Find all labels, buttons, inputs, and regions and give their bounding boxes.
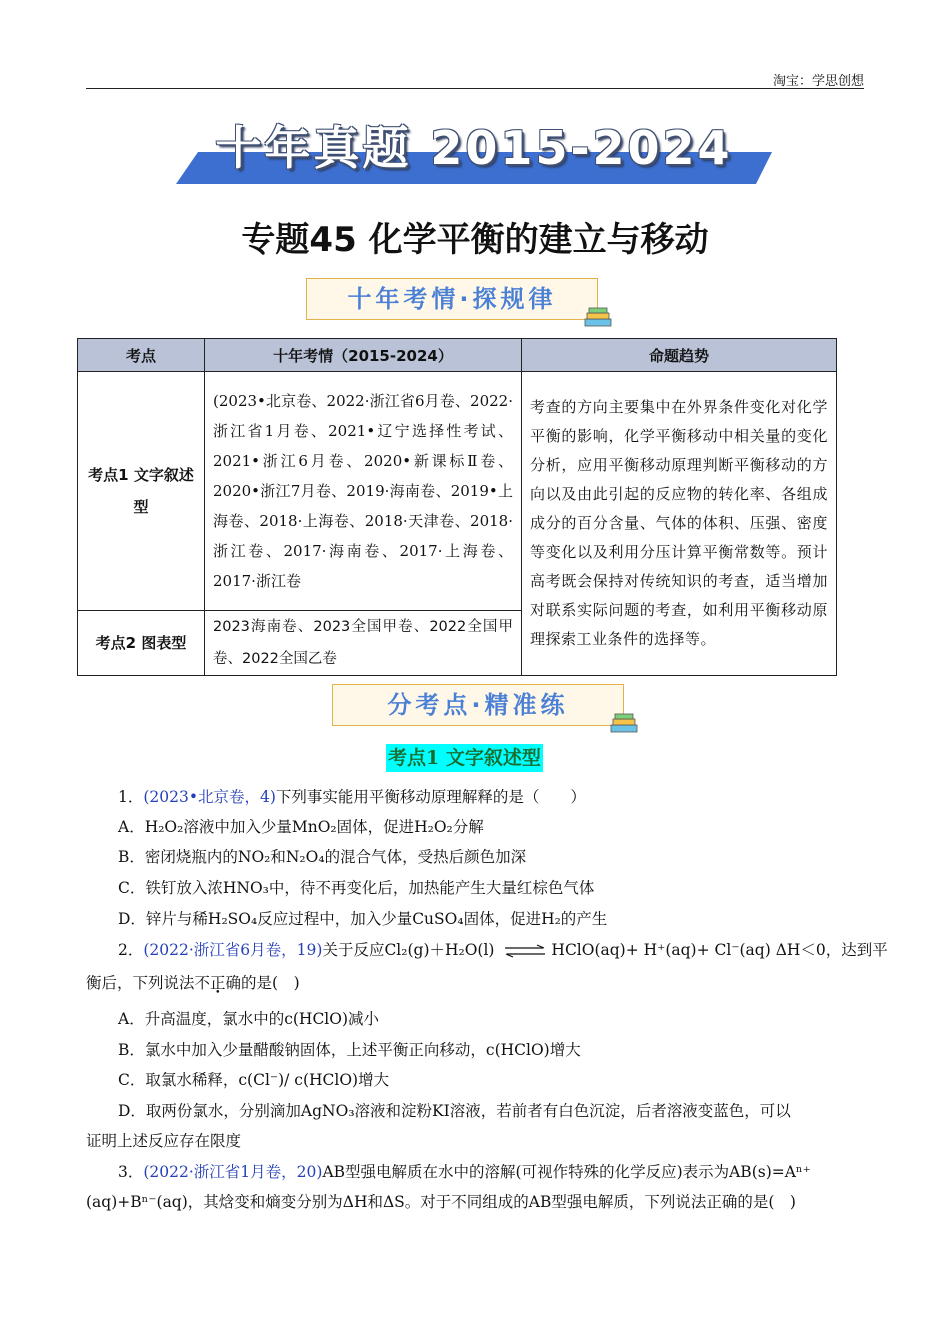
header-topic: 考点: [78, 339, 205, 372]
option-c: C．铁钉放入浓HNO₃中，待不再变化后，加热能产生大量红棕色气体: [118, 879, 595, 897]
question-2: [118, 939, 896, 961]
emphasis-not-correct: 不正确: [194, 974, 242, 992]
topic-heading: 考点1 文字叙述型: [386, 744, 543, 772]
header-divider: [86, 88, 864, 89]
question-stem-part2: HClO(aq)+ H⁺(aq)+ Cl⁻(aq) ΔH＜0，达到平: [551, 941, 888, 959]
section-header-practice-label: 分考点·精准练: [387, 691, 569, 719]
option-d: D．锌片与稀H₂SO₄反应过程中，加入少量CuSO₄固体，促进H₂的产生: [118, 910, 608, 928]
option-d: D．取两份氯水，分别滴加AgNO₃溶液和淀粉KI溶液，若前者有白色沉淀，后者溶液变蓝色，可以: [118, 1102, 791, 1120]
exam-analysis-table: [77, 338, 837, 676]
table-header-row: [78, 339, 837, 372]
question-source: (2023•北京卷，4): [143, 788, 276, 806]
question-number: 3．: [118, 1163, 144, 1181]
option-c: C．取氯水稀释，c(Cl⁻)/ c(HClO)增大: [118, 1071, 390, 1089]
section-header-history: [306, 278, 598, 320]
question-number: 1．: [118, 788, 144, 806]
section-header-history-label: 十年考情·探规律: [347, 285, 557, 313]
question-source: (2022·浙江省6月卷，19): [143, 941, 323, 959]
question-3-line2: (aq)+Bⁿ⁻(aq)，其焓变和熵变分别为ΔH和ΔS。对于不同组成的AB型强电解质，下列说法正确的是( ): [86, 1193, 796, 1211]
question-2-line2: [86, 972, 864, 994]
option-b: B．氯水中加入少量醋酸钠固体，上述平衡正向移动，c(HClO)增大: [118, 1041, 581, 1059]
topic-cell: 考点2 图表型: [78, 611, 205, 676]
question-stem-part3: 衡后，下列说法: [86, 974, 195, 992]
question-stem: AB型强电解质在水中的溶解(可视作特殊的化学反应)表示为AB(s)=Aⁿ⁺: [322, 1163, 811, 1181]
shop-label: 淘宝：学思创想: [772, 74, 864, 89]
question-number: 2．: [118, 941, 144, 959]
header-trend: 命题趋势: [522, 339, 837, 372]
question-stem-part4: 的是( ): [241, 974, 300, 992]
trend-cell: 考查的方向主要集中在外界条件变化对化学平衡的影响，化学平衡移动中相关量的变化分析，应用平衡移动原理判断平衡移动的方向以及由此引起的反应物的转化率、各组成成分的百分含量、气体的体积、压强、密度等变化以及利用分压计算平衡常数等。预计高考既会保持对传统知识的考查，适当增加对联系实际问题的考查，如利用平衡移动原理探索工业条件的选择等。: [522, 372, 837, 676]
question-stem: 下列事实能用平衡移动原理解释的是（ ）: [275, 788, 586, 806]
option-d-continued: 证明上述反应存在限度: [86, 1132, 242, 1150]
topic-text: 考点1 文字叙述型: [88, 466, 194, 516]
header-history: 十年考情（2015-2024）: [205, 339, 522, 372]
equilibrium-arrow-icon: [503, 944, 547, 958]
books-icon: [583, 305, 613, 329]
question-stem-part1: 关于反应Cl₂(g)＋H₂O(l): [322, 941, 495, 959]
section-header-practice: [332, 684, 624, 726]
option-a: A．H₂O₂溶液中加入少量MnO₂固体，促进H₂O₂分解: [118, 818, 484, 836]
question-1: [118, 786, 896, 808]
banner-text: 十年真题 2015-2024: [215, 121, 733, 175]
title-banner: [176, 118, 772, 186]
option-b: B．密闭烧瓶内的NO₂和N₂O₄的混合气体，受热后颜色加深: [118, 848, 527, 866]
history-cell: 2023海南卷、2023全国甲卷、2022全国甲卷、2022全国乙卷: [205, 611, 522, 676]
topic-cell: [78, 372, 205, 611]
question-3: [118, 1161, 864, 1183]
page-title: 专题45 化学平衡的建立与移动: [241, 220, 709, 260]
table-row: [78, 372, 837, 611]
option-a: A．升高温度，氯水中的c(HClO)减小: [118, 1010, 380, 1028]
books-icon: [609, 711, 639, 735]
history-cell: (2023•北京卷、2022·浙江省6月卷、2022·浙江省1月卷、2021•辽宁选择性考试、2021•浙江6月卷、2020•新课标Ⅱ卷、2020•浙江7月卷、2019·海南卷、2019•上海卷、2018·上海卷、2018·天津卷、2018·浙江卷、2017·海南卷、2017·上海卷、2017·浙江卷: [205, 372, 522, 611]
question-source: (2022·浙江省1月卷，20): [143, 1163, 323, 1181]
